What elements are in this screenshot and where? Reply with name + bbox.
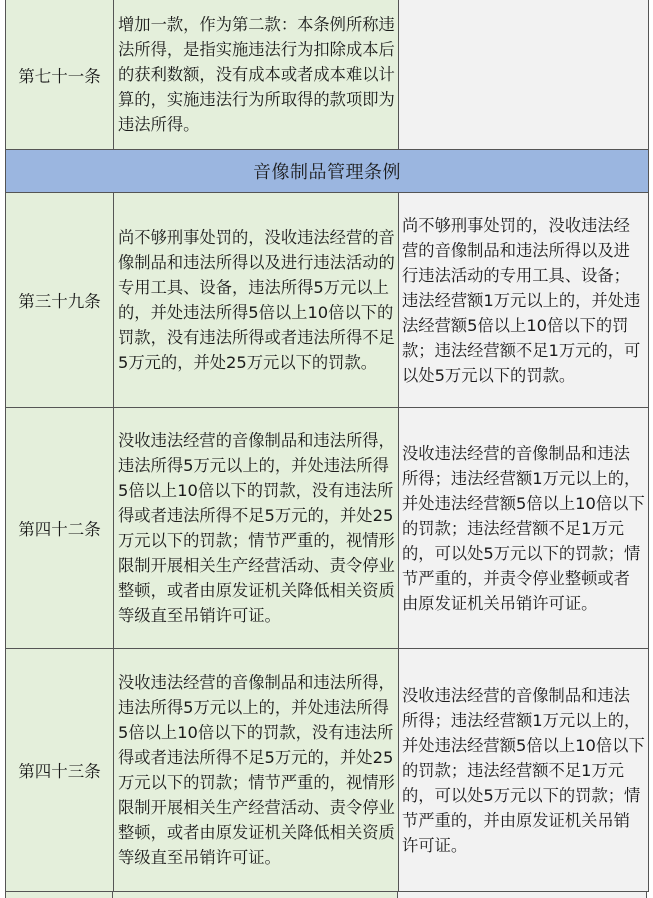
original-text-cell	[114, 408, 399, 648]
article-number-cell: 第四十二条	[6, 408, 114, 648]
table-row	[6, 408, 648, 649]
section-title: 音像制品管理条例	[253, 162, 401, 183]
partial-cell	[398, 892, 647, 898]
revised-text-cell	[399, 0, 648, 149]
revised-text: 尚不够刑事处罚的，没收违法经营的音像制品和违法所得以及进行违法活动的专用工具、设备；违法经营额1万元以上的，并处违法经营额5倍以上10倍以下的罚款；违法经营额不足1万元的，可以处5万元以下的罚款。	[402, 215, 641, 385]
table-row	[6, 193, 648, 408]
revised-text-cell	[399, 649, 648, 891]
partial-cell	[113, 892, 398, 898]
table-row	[6, 0, 648, 150]
original-text: 增加一款，作为第二款：本条例所称违法所得，是指实施违法行为扣除成本后的获利数额，没有成本或者成本难以计算的，实施违法行为所取得的款项即为违法所得。	[118, 15, 395, 134]
next-row-partial	[5, 892, 647, 898]
article-number-cell: 第三十九条	[6, 193, 114, 407]
original-text: 没收违法经营的音像制品和违法所得，违法所得5万元以上的，并处违法所得5倍以上10倍以下的罚款，没有违法所得或者违法所得不足5万元的，并处25万元以下的罚款；情节严重的，视情形限制开展相关生产经营活动、责令停业整顿，或者由原发证机关降低相关资质等级直至吊销许可证。	[118, 431, 395, 625]
original-text-cell	[114, 649, 399, 891]
original-text-cell	[114, 0, 399, 149]
article-number-cell: 第七十一条	[6, 0, 114, 149]
article-number-cell: 第四十三条	[6, 649, 114, 891]
revised-text: 没收违法经营的音像制品和违法所得；违法经营额1万元以上的，并处违法经营额5倍以上10倍以下的罚款；违法经营额不足1万元的，可以处5万元以下的罚款；情节严重的，并责令停业整顿或者由原发证机关吊销许可证。	[402, 443, 645, 613]
revised-text-cell	[399, 408, 648, 648]
regulation-comparison-table	[5, 0, 649, 892]
partial-cell	[5, 892, 113, 898]
original-text: 尚不够刑事处罚的，没收违法经营的音像制品和违法所得以及进行违法活动的专用工具、设备，违法所得5万元以上的，并处违法所得5倍以上10倍以下的罚款，没有违法所得或者违法所得不足5万元的，并处25万元以下的罚款。	[118, 228, 395, 372]
section-header	[6, 150, 648, 193]
revised-text-cell	[399, 193, 648, 407]
table-row	[6, 649, 648, 892]
original-text-cell	[114, 193, 399, 407]
revised-text: 没收违法经营的音像制品和违法所得；违法经营额1万元以上的，并处违法经营额5倍以上10倍以下的罚款；违法经营额不足1万元的，可以处5万元以下的罚款；情节严重的，并由原发证机关吊销许可证。	[402, 685, 645, 855]
original-text: 没收违法经营的音像制品和违法所得，违法所得5万元以上的，并处违法所得5倍以上10倍以下的罚款，没有违法所得或者违法所得不足5万元的，并处25万元以下的罚款；情节严重的，视情形限制开展相关生产经营活动、责令停业整顿，或者由原发证机关降低相关资质等级直至吊销许可证。	[118, 673, 395, 867]
